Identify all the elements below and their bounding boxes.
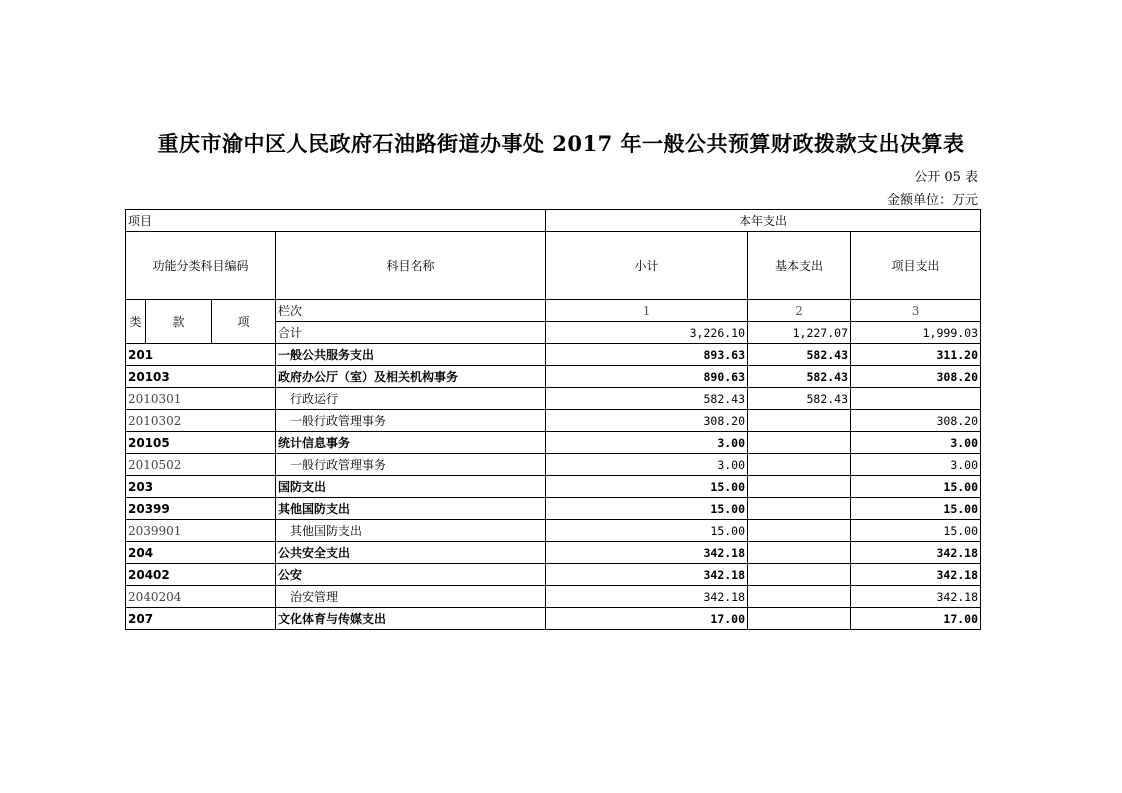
row-basic: 582.43	[748, 388, 851, 410]
page-title: 重庆市渝中区人民政府石油路街道办事处 2017 年一般公共预算财政拨款支出决算表	[157, 131, 965, 156]
row-project: 15.00	[851, 498, 981, 520]
header-func-code: 功能分类科目编码	[126, 232, 276, 300]
row-code: 2039901	[126, 520, 276, 542]
table-row	[126, 586, 981, 608]
header-row-3	[126, 300, 981, 322]
header-row-2	[126, 232, 981, 300]
row-name: 文化体育与传媒支出	[276, 608, 546, 630]
header-col2: 2	[748, 300, 851, 322]
row-basic	[748, 586, 851, 608]
row-project: 308.20	[851, 410, 981, 432]
header-subject-name: 科目名称	[276, 232, 546, 300]
table-row	[126, 498, 981, 520]
total-subtotal: 3,226.10	[546, 322, 748, 344]
row-name: 一般行政管理事务	[276, 410, 546, 432]
row-code: 207	[126, 608, 276, 630]
header-basic: 基本支出	[748, 232, 851, 300]
header-lanci: 栏次	[276, 300, 546, 322]
row-name: 其他国防支出	[276, 498, 546, 520]
row-name: 公共安全支出	[276, 542, 546, 564]
row-code: 20105	[126, 432, 276, 454]
table-row	[126, 520, 981, 542]
row-code: 2010302	[126, 410, 276, 432]
row-code: 2040204	[126, 586, 276, 608]
row-subtotal: 17.00	[546, 608, 748, 630]
row-name: 政府办公厅（室）及相关机构事务	[276, 366, 546, 388]
table-row	[126, 542, 981, 564]
row-project: 308.20	[851, 366, 981, 388]
row-basic: 582.43	[748, 366, 851, 388]
row-project: 3.00	[851, 454, 981, 476]
table-row	[126, 564, 981, 586]
row-subtotal: 342.18	[546, 564, 748, 586]
row-name: 一般行政管理事务	[276, 454, 546, 476]
row-code: 203	[126, 476, 276, 498]
row-basic	[748, 608, 851, 630]
total-label: 合计	[276, 322, 546, 344]
row-basic	[748, 432, 851, 454]
row-basic	[748, 564, 851, 586]
form-number: 公开 05 表	[914, 170, 978, 185]
row-basic	[748, 520, 851, 542]
header-col3: 3	[851, 300, 981, 322]
row-name: 一般公共服务支出	[276, 344, 546, 366]
table-row	[126, 608, 981, 630]
row-basic	[748, 542, 851, 564]
header-kuan: 款	[146, 300, 212, 344]
row-code: 20399	[126, 498, 276, 520]
row-project: 17.00	[851, 608, 981, 630]
row-project	[851, 388, 981, 410]
row-code: 2010301	[126, 388, 276, 410]
row-subtotal: 308.20	[546, 410, 748, 432]
row-project: 15.00	[851, 476, 981, 498]
row-subtotal: 3.00	[546, 454, 748, 476]
row-name: 统计信息事务	[276, 432, 546, 454]
header-lei: 类	[126, 300, 146, 344]
row-subtotal: 15.00	[546, 520, 748, 542]
table-row	[126, 410, 981, 432]
header-xiang: 项	[212, 300, 276, 344]
row-basic	[748, 476, 851, 498]
row-basic	[748, 454, 851, 476]
header-row-1	[126, 210, 981, 232]
row-code: 204	[126, 542, 276, 564]
table-row	[126, 388, 981, 410]
row-project: 15.00	[851, 520, 981, 542]
header-project-exp: 项目支出	[851, 232, 981, 300]
expenditure-table	[125, 209, 981, 630]
table-row	[126, 366, 981, 388]
row-name: 公安	[276, 564, 546, 586]
row-basic	[748, 410, 851, 432]
header-col1: 1	[546, 300, 748, 322]
row-project: 342.18	[851, 564, 981, 586]
row-project: 342.18	[851, 542, 981, 564]
row-name: 治安管理	[276, 586, 546, 608]
row-subtotal: 15.00	[546, 476, 748, 498]
table-row	[126, 432, 981, 454]
row-project: 311.20	[851, 344, 981, 366]
row-code: 20402	[126, 564, 276, 586]
row-code: 201	[126, 344, 276, 366]
row-code: 2010502	[126, 454, 276, 476]
row-name: 其他国防支出	[276, 520, 546, 542]
total-project: 1,999.03	[851, 322, 981, 344]
table-row	[126, 476, 981, 498]
row-name: 行政运行	[276, 388, 546, 410]
row-subtotal: 342.18	[546, 542, 748, 564]
row-basic: 582.43	[748, 344, 851, 366]
header-current-year: 本年支出	[546, 210, 981, 232]
table-row	[126, 344, 981, 366]
row-subtotal: 582.43	[546, 388, 748, 410]
amount-unit: 金额单位：万元	[886, 193, 978, 208]
table-row	[126, 454, 981, 476]
row-subtotal: 3.00	[546, 432, 748, 454]
header-subtotal: 小计	[546, 232, 748, 300]
row-name: 国防支出	[276, 476, 546, 498]
row-subtotal: 893.63	[546, 344, 748, 366]
row-subtotal: 890.63	[546, 366, 748, 388]
row-code: 20103	[126, 366, 276, 388]
header-project: 项目	[126, 210, 546, 232]
row-subtotal: 342.18	[546, 586, 748, 608]
row-project: 3.00	[851, 432, 981, 454]
row-project: 342.18	[851, 586, 981, 608]
row-subtotal: 15.00	[546, 498, 748, 520]
total-basic: 1,227.07	[748, 322, 851, 344]
row-basic	[748, 498, 851, 520]
